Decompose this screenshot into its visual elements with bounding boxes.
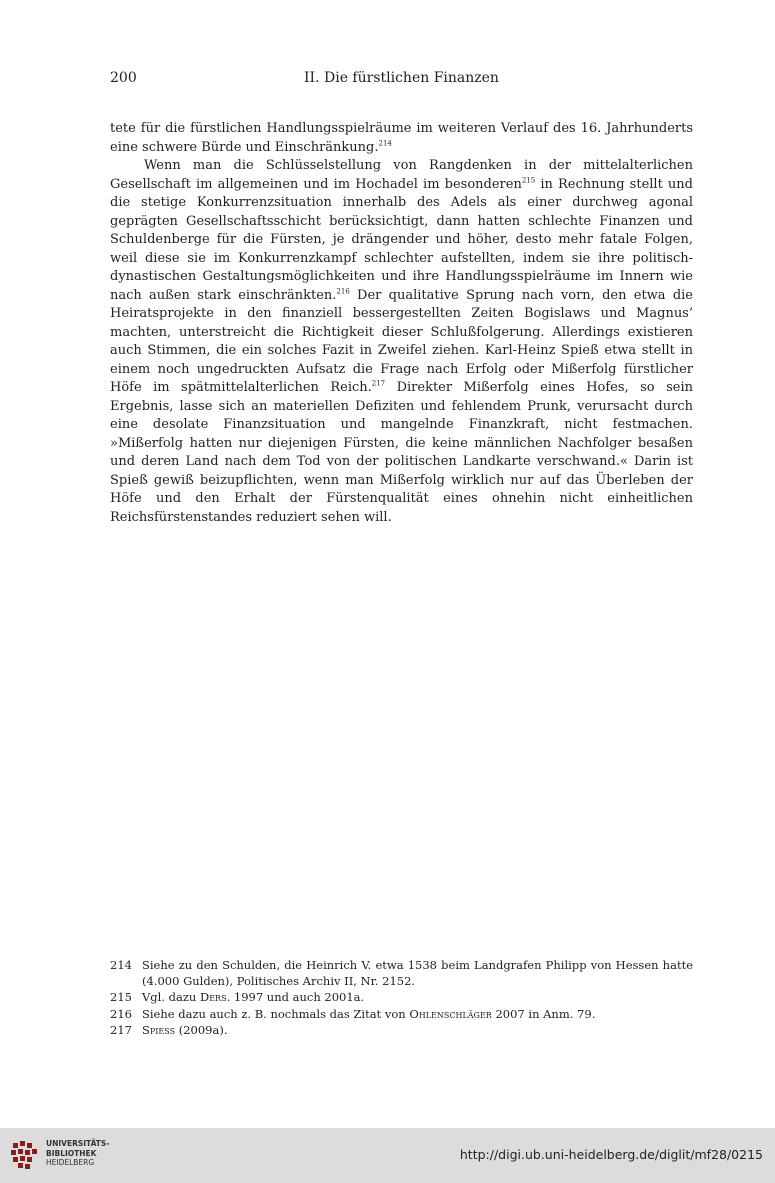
footnote bbox=[110, 958, 693, 989]
paragraph-2-part-d: Direkter Mißerfolg eines Hofes, so sein Ergebnis, lasse sich an materiellen Defiziten und fehlendem Prunk, verursacht durch eine desolate Finanzsituation und mangelnde Finanzkraft, nicht festmachen. »Mißerfolg hatten nur diejenigen Fürsten, die keine männlichen Nachfolger besaßen und deren Land nach dem Tod von der politischen Landkarte verschwand.« Darin ist Spieß gewiß beizupflichten, wenn man Mißerfolg wirklich nur auf das Überleben der Höfe und den Erhalt der Fürstenqualität eines ohnehin nicht einheitlichen Reichsfürstenstandes reduziert sehen will. bbox=[110, 380, 693, 525]
library-name-line2: BIBLIOTHEK bbox=[46, 1148, 97, 1158]
library-name-line1: UNIVERSITÄTS- bbox=[46, 1139, 110, 1148]
page-url[interactable]: http://digi.ub.uni-heidelberg.de/diglit/mf28/0215 bbox=[459, 1147, 763, 1162]
footnote-author: Ders. bbox=[200, 990, 231, 1004]
page-header bbox=[110, 70, 693, 88]
footnote-number: 216 bbox=[110, 1006, 132, 1021]
library-seal-icon bbox=[8, 1138, 42, 1172]
footnote-text-end: (2009a). bbox=[175, 1023, 228, 1037]
footnote-text-end: 2007 in Anm. 79. bbox=[491, 1006, 596, 1021]
footnote-number: 217 bbox=[110, 1023, 132, 1037]
footnote-author: Spiess bbox=[142, 1023, 176, 1037]
footnote-number: 215 bbox=[110, 990, 132, 1004]
footnote bbox=[110, 1023, 693, 1039]
footnote-text: Vgl. dazu bbox=[142, 990, 200, 1004]
footnote-ref-217[interactable]: 217 bbox=[371, 379, 386, 388]
footnote-author: Ohlenschläger bbox=[409, 1006, 492, 1021]
library-logo[interactable] bbox=[8, 1138, 108, 1174]
paragraph-1-text: tete für die fürstlichen Handlungsspielräume im weiteren Verlauf des 16. Jahrhunderts eine schwere Bürde und Einschränkung. bbox=[110, 121, 693, 155]
library-name bbox=[46, 1139, 109, 1168]
body-text bbox=[110, 120, 693, 527]
paragraph-2 bbox=[110, 157, 693, 527]
paragraph-2-part-c: Der qualitative Sprung nach vorn, den etwa die Heiratsprojekte in den finanziell bessergestellten Zeiten Bogislaws und Magnus’ machten, unterstreicht die Richtigkeit dieser Schlußfolgerung. Allerdings existieren auch Stimmen, die ein solches Fazit in Zweifel ziehen. Karl-Heinz Spieß etwa stellt in einem noch ungedruckten Aufsatz die Frage nach Erfolg oder Mißerfolg fürstlicher Höfe im spätmittelalterlichen Reich. bbox=[110, 287, 693, 395]
page-number: 200 bbox=[110, 70, 137, 86]
footnote bbox=[110, 990, 693, 1006]
footnote-ref-216[interactable]: 216 bbox=[336, 287, 350, 296]
footnote-ref-215[interactable]: 215 bbox=[521, 176, 536, 185]
footnote bbox=[110, 1007, 693, 1023]
viewer-footer bbox=[0, 1128, 775, 1183]
paragraph-1 bbox=[110, 120, 693, 157]
footnote-text: Siehe zu den Schulden, die Heinrich V. etwa 1538 beim Landgrafen Philipp von Hessen hatte (4.000 Gulden), Politisches Archiv II, Nr. 2152. bbox=[142, 958, 693, 988]
paragraph-2-part-a: Wenn man die Schlüsselstellung von Rangdenken in der mittelalterlichen Gesellschaft im allgemeinen und im Hochadel im besonderen bbox=[110, 158, 693, 192]
footnote-text: Siehe dazu auch z. B. nochmals das Zitat von bbox=[142, 1006, 410, 1021]
footnotes bbox=[110, 958, 693, 1040]
paragraph-2-part-b: in Rechnung stellt und die stetige Konkurrenzsituation innerhalb des Adels als einer durchweg agonal geprägten Gesellschaftsschicht berücksichtigt, dann hatten schlechte Finanzen und Schuldenberge für die Fürsten, je drängender und höher, desto mehr fatale Folgen, weil diese sie im Konkurrenzkampf schlechter aufstellten, indem sie ihre politisch-dynastischen Gestaltungsmöglichkeiten und ihre Handlungsspielräume im Innern wie nach außen stark einschränkten. bbox=[110, 176, 693, 303]
running-head: II. Die fürstlichen Finanzen bbox=[304, 70, 499, 86]
footnote-text-end: 1997 und auch 2001a. bbox=[230, 990, 365, 1004]
library-name-line3: HEIDELBERG bbox=[46, 1158, 95, 1167]
footnote-number: 214 bbox=[110, 958, 132, 972]
footnote-ref-214[interactable]: 214 bbox=[378, 139, 392, 148]
